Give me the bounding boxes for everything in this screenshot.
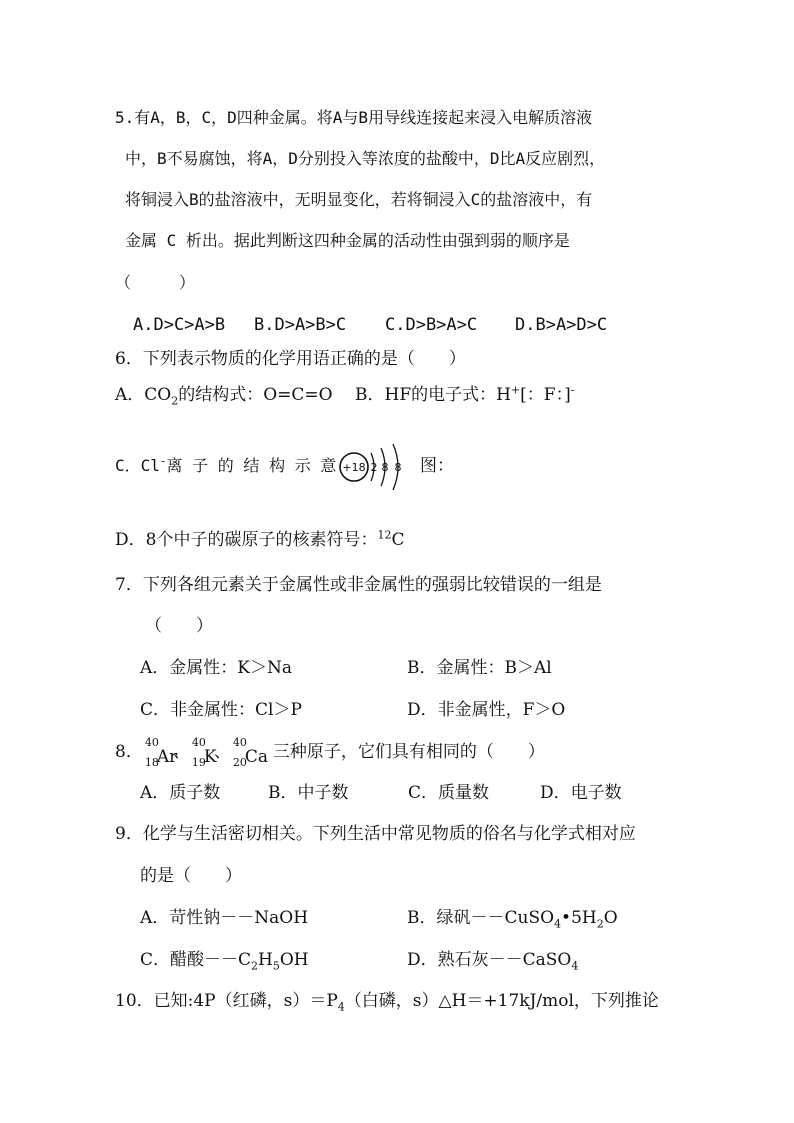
q9-option-d: D．熟石灰－－CaSO$_4$ bbox=[407, 950, 579, 973]
q6-a-subscript: 2 bbox=[171, 394, 179, 408]
q5-line-4: 金属 C 析出。据此判断这四种金属的活动性由强到弱的顺序是 bbox=[125, 231, 570, 250]
ion-structure-diagram bbox=[335, 440, 415, 494]
q5-option-d: D.B>A>D>C bbox=[515, 315, 608, 335]
q6-stem: 6．下列表示物质的化学用语正确的是（ ） bbox=[115, 349, 466, 369]
q6-c-prefix: C．Cl bbox=[115, 456, 160, 475]
q10-stem: 10．已知:4P（红磷，$s)=P_4$（白磷，s）△H＝+17kJ/mol，下列推论 bbox=[115, 991, 659, 1014]
q5-answer-blank: （ ） bbox=[115, 273, 196, 292]
q7-option-d: D．非金属性，F＞O bbox=[407, 700, 566, 720]
q6-a-text: 的结构式：O=C=O B．HF的电子式：H bbox=[178, 385, 511, 405]
q5-option-a: A.D>C>A>B bbox=[133, 315, 226, 335]
q8-option-c: C．质量数 bbox=[408, 783, 490, 803]
q6-b-charge: - bbox=[570, 383, 575, 397]
q8-text: 三种原子，它们具有相同的（ ） bbox=[272, 742, 545, 762]
q5-line-3: 将铜浸入B的盐溶液中，无明显变化，若将铜浸入C的盐溶液中，有 bbox=[125, 190, 593, 209]
q8-option-b: B．中子数 bbox=[268, 783, 349, 803]
q8-option-a: A．质子数 bbox=[140, 783, 221, 803]
q6-d-mass-number: 12 bbox=[377, 528, 392, 542]
q7-option-b: B．金属性：B＞Al bbox=[407, 658, 552, 678]
q9-stem-2: 的是（ ） bbox=[140, 866, 242, 886]
q9-option-a: A．苛性钠－－NaOH bbox=[140, 908, 309, 928]
q6-b-text: [：F：] bbox=[520, 385, 571, 405]
isotope-argon: 40 18 Ar bbox=[144, 736, 178, 769]
q6-a-prefix: A．CO bbox=[115, 385, 172, 405]
q7-option-a: A．金属性：K＞Na bbox=[140, 658, 292, 678]
shell-electrons-2: 8 bbox=[381, 461, 389, 474]
q5-option-c: C.D>B>A>C bbox=[385, 315, 478, 335]
q7-stem: 7．下列各组元素关于金属性或非金属性的强弱比较错误的一组是 bbox=[115, 575, 602, 595]
q5-line-2: 中，B不易腐蚀，将A，D分别投入等浓度的盐酸中，D比A反应剧烈， bbox=[125, 149, 606, 168]
shell-electrons-1: 2 bbox=[370, 461, 378, 474]
q6-b-superscript: + bbox=[510, 383, 521, 397]
q5-line-1: 5.有A，B，C，D四种金属。将A与B用导线连接起来浸入电解质溶液 bbox=[115, 108, 593, 127]
q6-option-c bbox=[115, 456, 336, 476]
isotope-potassium: 40 19 K bbox=[191, 736, 217, 769]
q6-d-symbol: C bbox=[391, 530, 405, 550]
q8-number: 8． bbox=[115, 742, 143, 762]
nucleus-charge: +18 bbox=[342, 461, 366, 474]
q6-c-charge: - bbox=[159, 454, 167, 468]
q6-c-text: 离 子 的 结 构 示 意 bbox=[166, 456, 337, 475]
q9-option-c: C．醋酸$--C_2H_5OH$ bbox=[140, 950, 309, 973]
q7-option-c: C．非金属性：Cl＞P bbox=[140, 700, 302, 720]
q6-c-suffix: 图： bbox=[420, 456, 454, 476]
q6-option-d bbox=[115, 530, 404, 550]
q8-option-d: D．电子数 bbox=[540, 783, 622, 803]
q6-option-a-b bbox=[115, 383, 575, 408]
shell-electrons-3: 8 bbox=[394, 461, 402, 474]
q8-stem: 8． 40 18 Ar 、 40 19 K 、 40 20 Ca 三种原子，它们具有相同的（ ） bbox=[115, 736, 545, 769]
isotope-calcium: 40 20 Ca bbox=[232, 736, 268, 769]
q5-option-b: B.D>A>B>C bbox=[254, 315, 347, 335]
q9-option-b: B．绿矾$--CuSO_4•5H_2O$ bbox=[407, 908, 618, 931]
q9-stem: 9．化学与生活密切相关。下列生活中常见物质的俗名与化学式相对应 bbox=[115, 824, 636, 844]
q7-answer-blank: （ ） bbox=[145, 616, 213, 636]
q6-d-text: D．8个中子的碳原子的核素符号： bbox=[115, 530, 378, 550]
